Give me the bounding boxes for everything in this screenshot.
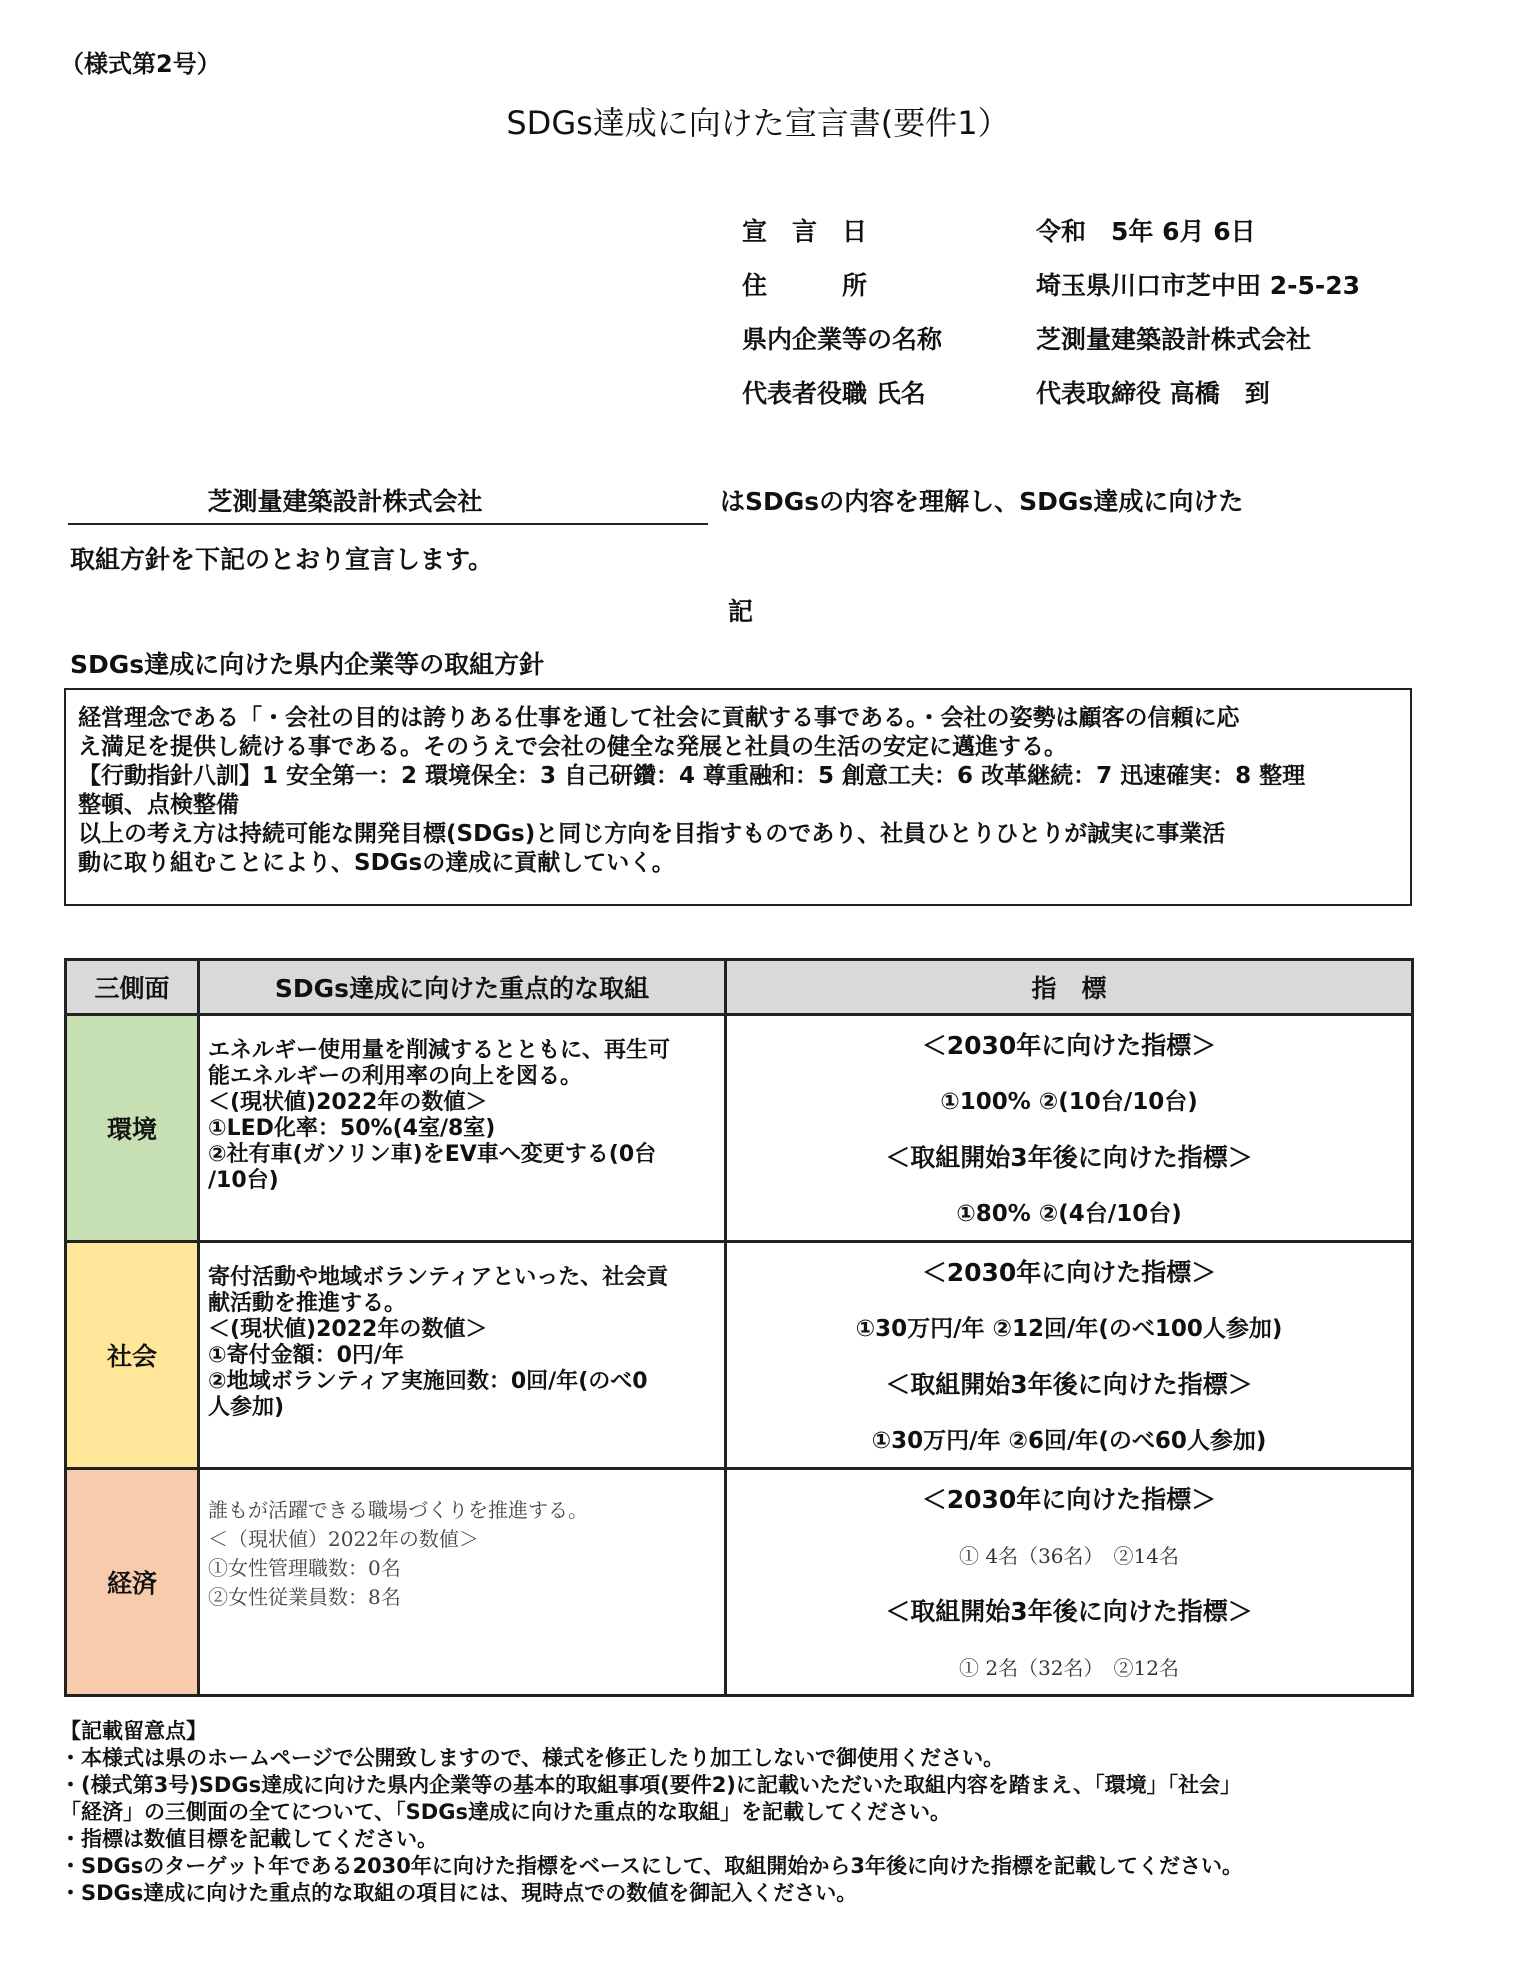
- effort-line: ＜（現状値）2022年の数値＞: [208, 1527, 479, 1551]
- statement-company-name: 芝測量建築設計株式会社: [207, 487, 483, 516]
- indicator-3yr-value: ①80% ②(4台/10台): [956, 1201, 1182, 1227]
- ki-heading: 記: [728, 597, 754, 626]
- statement-line-1: はSDGsの内容を理解し、SDGs達成に向けた: [720, 487, 1244, 516]
- indicator-2030-label: ＜2030年に向けた指標＞: [921, 1031, 1217, 1060]
- effort-line: 誰もが活躍できる職場づくりを推進する。: [208, 1498, 588, 1522]
- effort-economy: [199, 1469, 726, 1696]
- indicator-2030-label: ＜2030年に向けた指標＞: [921, 1485, 1217, 1514]
- policy-title: SDGs達成に向けた県内企業等の取組方針: [70, 650, 545, 679]
- effort-line: ①LED化率：50%(4室/8室): [208, 1116, 496, 1141]
- note-item: ・指標は数値目標を記載してください。: [60, 1827, 438, 1851]
- indicator-3yr-value: ① 2名（32名） ②12名: [959, 1656, 1179, 1680]
- note-item: ・SDGs達成に向けた重点的な取組の項目には、現時点での数値を御記入ください。: [60, 1881, 858, 1905]
- policy-line: 動に取り組むことにより、SDGsの達成に貢献していく。: [78, 850, 675, 876]
- effort-line: /10台): [208, 1168, 279, 1193]
- indicator-society: [726, 1242, 1413, 1469]
- note-item: ・(様式第3号)SDGs達成に向けた県内企業等の基本的取組事項(要件2)に記載いただいた取組内容を踏まえ、「環境」「社会」: [60, 1773, 1242, 1797]
- policy-line: 以上の考え方は持続可能な開発目標(SDGs)と同じ方向を目指すものであり、社員ひとりひとりが誠実に事業活: [78, 821, 1226, 847]
- effort-line: ①寄付金額：0円/年: [208, 1343, 404, 1368]
- address-label: 住 所: [742, 271, 868, 300]
- representative-label: 代表者役職 氏名: [742, 379, 926, 408]
- effort-line: 献活動を推進する。: [208, 1291, 407, 1316]
- effort-society: [199, 1242, 726, 1469]
- effort-line: ②地域ボランティア実施回数：0回/年(のべ0: [208, 1369, 648, 1394]
- company-underline: [68, 523, 708, 525]
- indicator-2030-value: ① 4名（36名） ②14名: [959, 1544, 1179, 1568]
- sdgs-table: [64, 958, 1414, 1697]
- notes-section: [60, 1718, 1243, 1907]
- header-indicator: 指 標: [726, 960, 1413, 1015]
- effort-line: ②女性従業員数：8名: [208, 1585, 401, 1609]
- side-society: 社会: [66, 1242, 199, 1469]
- table-row: [66, 1015, 1413, 1242]
- date-value: 令和 5年 6月 6日: [1036, 217, 1256, 246]
- address-value: 埼玉県川口市芝中田 2-5-23: [1036, 271, 1361, 300]
- indicator-3yr-value: ①30万円/年 ②6回/年(のべ60人参加): [871, 1428, 1267, 1454]
- effort-line: ＜(現状値)2022年の数値＞: [208, 1090, 488, 1115]
- header-effort: SDGs達成に向けた重点的な取組: [199, 960, 726, 1015]
- company-label: 県内企業等の名称: [742, 325, 943, 354]
- page-title: SDGs達成に向けた宣言書(要件1）: [506, 104, 1010, 142]
- representative-value: 代表取締役 高橋 到: [1036, 379, 1270, 408]
- note-item: 「経済」の三側面の全てについて、「SDGs達成に向けた重点的な取組」を記載してください。: [60, 1800, 951, 1824]
- indicator-3yr-label: ＜取組開始3年後に向けた指標＞: [885, 1370, 1253, 1399]
- effort-line: 能エネルギーの利用率の向上を図る。: [208, 1064, 583, 1089]
- indicator-2030-label: ＜2030年に向けた指標＞: [921, 1258, 1217, 1287]
- policy-line: 整頓、点検整備: [78, 792, 239, 818]
- table-header-row: [66, 960, 1413, 1015]
- effort-line: ＜(現状値)2022年の数値＞: [208, 1317, 488, 1342]
- effort-line: 人参加): [208, 1395, 285, 1420]
- effort-line: ②社有車(ガソリン車)をEV車へ変更する(0台: [208, 1142, 657, 1167]
- notes-heading: 【記載留意点】: [60, 1719, 207, 1743]
- statement-line-2: 取組方針を下記のとおり宣言します。: [70, 545, 494, 574]
- effort-line: ①女性管理職数：0名: [208, 1556, 401, 1580]
- policy-line: え満足を提供し続ける事である。そのうえで会社の健全な発展と社員の生活の安定に邁進する。: [78, 734, 1067, 760]
- policy-line: 経営理念である「・会社の目的は誇りある仕事を通して社会に貢献する事である。・会社の姿勢は顧客の信頼に応: [78, 705, 1240, 731]
- header-side: 三側面: [66, 960, 199, 1015]
- company-value: 芝測量建築設計株式会社: [1036, 325, 1312, 354]
- side-environment: 環境: [66, 1015, 199, 1242]
- effort-line: エネルギー使用量を削減するとともに、再生可: [208, 1038, 671, 1063]
- date-label: 宣 言 日: [742, 217, 868, 246]
- table-row: [66, 1242, 1413, 1469]
- note-item: ・本様式は県のホームページで公開致しますので、様式を修正したり加工しないで御使用ください。: [60, 1746, 1005, 1770]
- table-row: [66, 1469, 1413, 1696]
- indicator-3yr-label: ＜取組開始3年後に向けた指標＞: [885, 1597, 1253, 1626]
- policy-box: [64, 688, 1412, 906]
- note-item: ・SDGsのターゲット年である2030年に向けた指標をベースにして、取組開始から3年後に向けた指標を記載してください。: [60, 1854, 1244, 1878]
- indicator-3yr-label: ＜取組開始3年後に向けた指標＞: [885, 1143, 1253, 1172]
- form-number: （様式第2号）: [60, 50, 221, 78]
- indicator-2030-value: ①30万円/年 ②12回/年(のべ100人参加): [855, 1316, 1283, 1342]
- indicator-2030-value: ①100% ②(10台/10台): [940, 1089, 1198, 1115]
- indicator-economy: [726, 1469, 1413, 1696]
- effort-environment: [199, 1015, 726, 1242]
- policy-line: 【行動指針八訓】1 安全第一：2 環境保全：3 自己研鑽：4 尊重融和：5 創意工夫：6 改革継続：7 迅速確実：8 整理: [78, 763, 1306, 789]
- indicator-environment: [726, 1015, 1413, 1242]
- side-economy: 経済: [66, 1469, 199, 1696]
- effort-line: 寄付活動や地域ボランティアといった、社会貢: [208, 1265, 669, 1290]
